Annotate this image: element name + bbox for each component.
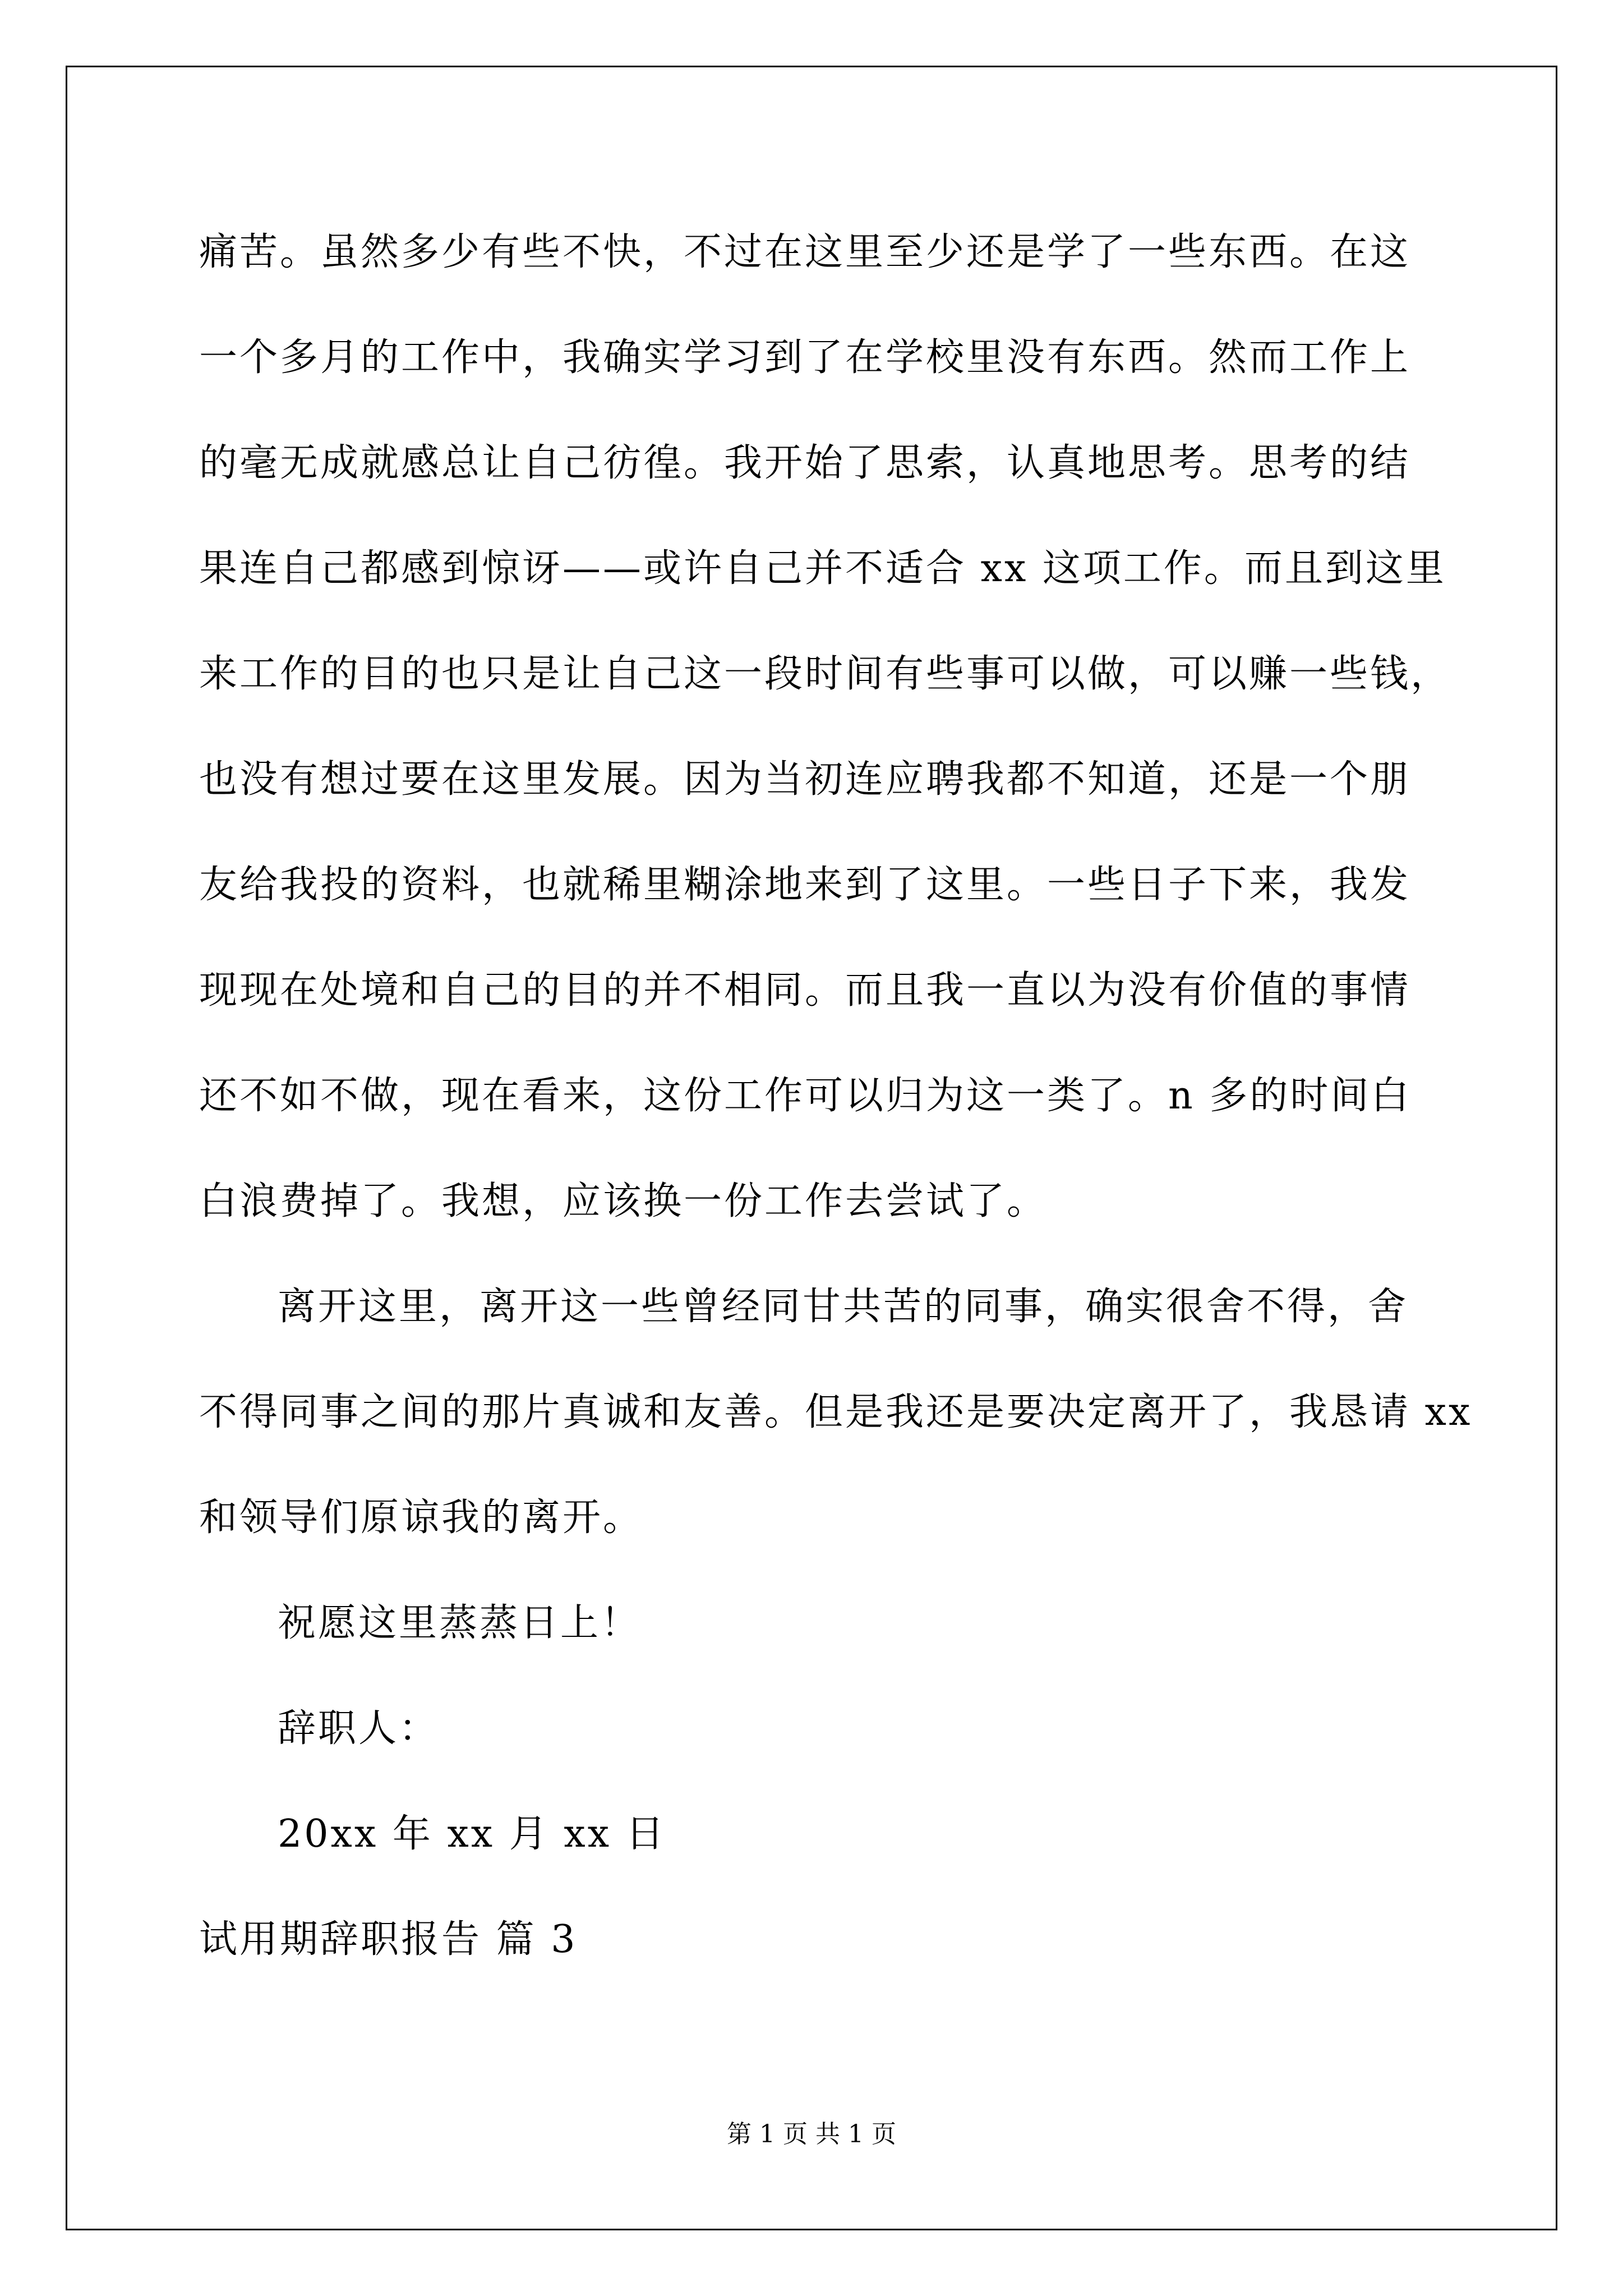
paragraph-line: 不得同事之间的那片真诚和友善。但是我还是要决定离开了，我恳请 xx: [199, 1390, 1473, 1434]
signature-label: 辞职人：: [278, 1706, 440, 1751]
page-footer: 第 1 页 共 1 页: [727, 2120, 896, 2148]
section-heading: 试用期辞职报告 篇 3: [199, 1917, 578, 1962]
paragraph-line: 来工作的目的也只是让自己这一段时间有些事可以做，可以赚一些钱，: [199, 652, 1451, 696]
paragraph-line: 痛苦。虽然多少有些不快，不过在这里至少还是学了一些东西。在这: [199, 230, 1411, 274]
paragraph-line: 还不如不做，现在看来，这份工作可以归为这一类了。n 多的时间白: [199, 1074, 1412, 1118]
closing-wish: 祝愿这里蒸蒸日上！: [278, 1601, 642, 1645]
paragraph-line: 果连自己都感到惊讶——或许自己并不适合 xx 这项工作。而且到这里: [199, 546, 1446, 591]
paragraph-line: 的毫无成就感总让自己彷徨。我开始了思索，认真地思考。思考的结: [199, 441, 1411, 485]
date-line: 20xx 年 xx 月 xx 日: [278, 1812, 666, 1856]
paragraph-line: 现现在处境和自己的目的并不相同。而且我一直以为没有价值的事情: [199, 968, 1411, 1013]
paragraph-line: 和领导们原谅我的离开。: [199, 1496, 644, 1540]
paragraph-line: 也没有想过要在这里发展。因为当初连应聘我都不知道，还是一个朋: [199, 757, 1411, 802]
paragraph-line: 离开这里，离开这一些曾经同甘共苦的同事，确实很舍不得，舍: [278, 1285, 1409, 1329]
paragraph-line: 一个多月的工作中，我确实学习到了在学校里没有东西。然而工作上: [199, 335, 1411, 380]
page-border: [66, 66, 1557, 2230]
paragraph-line: 友给我投的资料，也就稀里糊涂地来到了这里。一些日子下来，我发: [199, 863, 1411, 907]
paragraph-line: 白浪费掉了。我想，应该换一份工作去尝试了。: [199, 1179, 1048, 1223]
